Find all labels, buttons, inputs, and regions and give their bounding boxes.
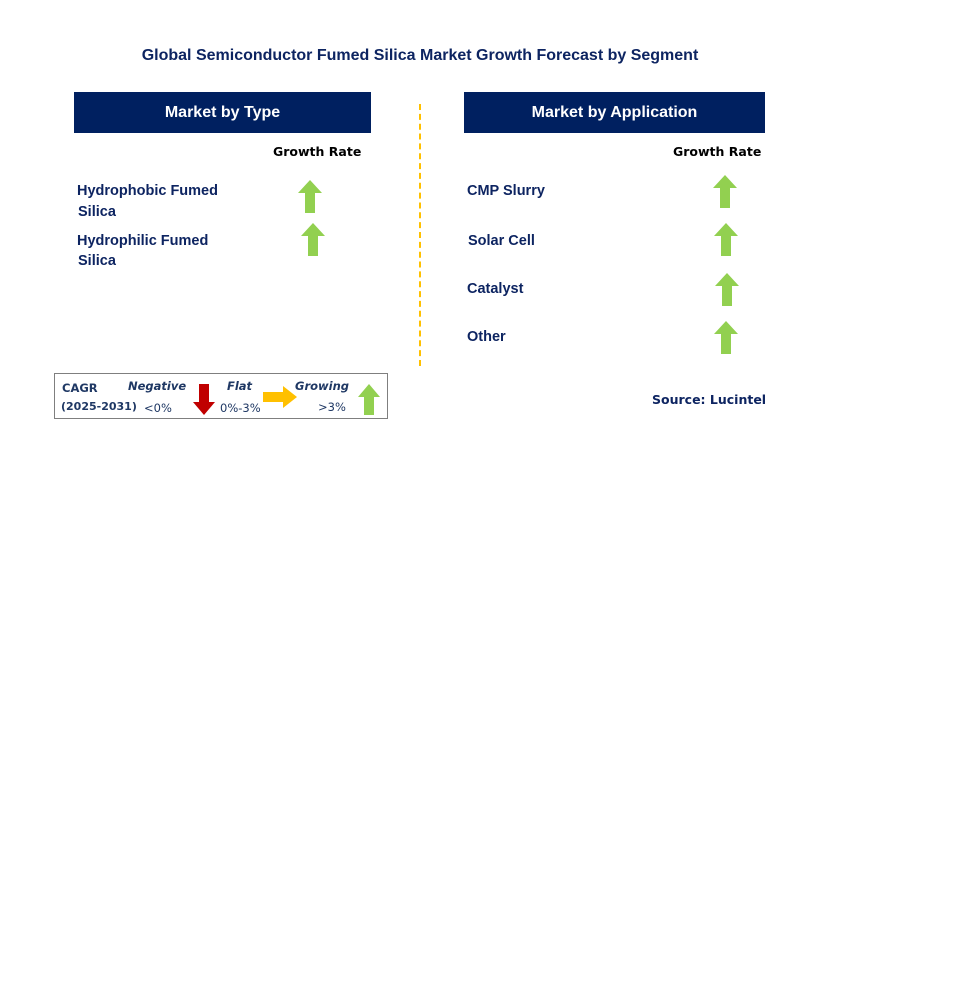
type-item-label-line2: Silica: [78, 204, 116, 220]
type-item-label-line2: Silica: [78, 253, 116, 269]
application-item-catalyst: Catalyst: [467, 281, 524, 297]
right-arrow-icon: [263, 386, 297, 408]
up-arrow-icon: [298, 180, 322, 213]
up-arrow-icon: [714, 321, 738, 354]
cagr-legend: [54, 373, 388, 419]
down-arrow-icon: [193, 384, 215, 415]
up-arrow-icon: [301, 223, 325, 256]
application-growth-rate-label: Growth Rate: [673, 144, 762, 159]
up-arrow-icon: [715, 273, 739, 306]
type-panel-header: Market by Type: [74, 92, 371, 133]
up-arrow-icon: [713, 175, 737, 208]
legend-period: (2025-2031): [61, 400, 137, 413]
legend-negative-range: <0%: [144, 401, 172, 415]
legend-growing-range: >3%: [318, 400, 346, 414]
source-label: Source: Lucintel: [652, 392, 767, 407]
type-item-hydrophobic: [77, 181, 218, 223]
up-arrow-icon: [358, 384, 380, 415]
panel-divider: [419, 104, 421, 366]
type-item-label-line1: Hydrophilic Fumed: [77, 233, 209, 249]
up-arrow-icon: [714, 223, 738, 256]
type-growth-rate-label: Growth Rate: [273, 144, 362, 159]
legend-negative-label: Negative: [128, 379, 187, 393]
application-item-solar-cell: Solar Cell: [468, 233, 535, 249]
legend-cagr-label: CAGR: [62, 381, 98, 395]
application-item-other: Other: [467, 329, 506, 345]
legend-flat-range: 0%-3%: [220, 401, 261, 415]
application-panel-header: Market by Application: [464, 92, 765, 133]
page-title: Global Semiconductor Fumed Silica Market Growth Forecast by Segment: [141, 47, 699, 64]
type-item-label-line1: Hydrophobic Fumed: [77, 183, 218, 199]
legend-flat-label: Flat: [227, 379, 253, 393]
type-item-hydrophilic: [77, 231, 208, 271]
legend-growing-label: Growing: [295, 379, 349, 393]
application-item-cmp-slurry: CMP Slurry: [467, 183, 545, 199]
